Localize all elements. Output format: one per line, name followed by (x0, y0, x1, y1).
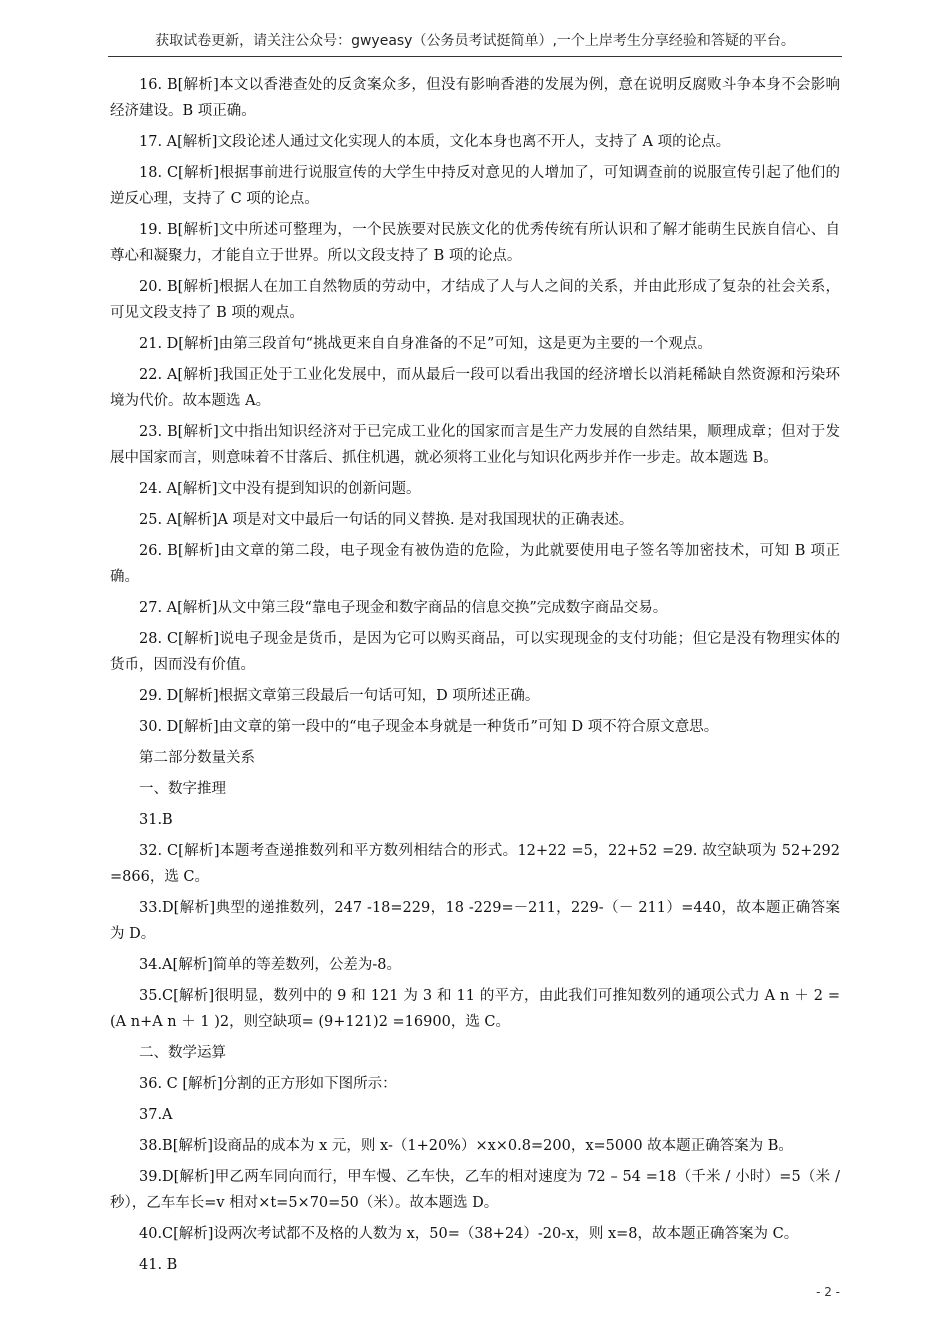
answer-21: 21. D[解析]由第三段首句“挑战更来自自身准备的不足”可知，这是更为主要的一个观点。 (139, 336, 712, 352)
answer-34: 34.A[解析]简单的等差数列，公差为-8。 (139, 957, 401, 973)
answer-32: 32. C[解析]本题考查递推数列和平方数列相结合的形式。12+22 =5，22+52 =29. 故空缺项为 52+292 =866，选 C。 (110, 843, 840, 885)
answer-explanations (110, 72, 840, 1283)
answer-40: 40.C[解析]设两次考试都不及格的人数为 x，50=（38+24）-20-x，则 x=8，故本题正确答案为 C。 (139, 1226, 799, 1242)
answer-36: 36. C [解析]分割的正方形如下图所示： (139, 1076, 397, 1092)
answer-22: 22. A[解析]我国正处于工业化发展中，而从最后一段可以看出我国的经济增长以消耗稀缺自然资源和污染环境为代价。故本题选 A。 (110, 367, 840, 409)
answer-19: 19. B[解析]文中所述可整理为，一个民族要对民族文化的优秀传统有所认识和了解才能萌生民族自信心、自尊心和凝聚力，才能自立于世界。所以文段支持了 B 项的论点。 (110, 222, 840, 264)
answer-29: 29. D[解析]根据文章第三段最后一句话可知，D 项所述正确。 (139, 688, 540, 704)
answer-38: 38.B[解析]设商品的成本为 x 元，则 x-（1+20%）×x×0.8=200，x=5000 故本题正确答案为 B。 (139, 1138, 793, 1154)
answer-20: 20. B[解析]根据人在加工自然物质的劳动中，才结成了人与人之间的关系，并由此形成了复杂的社会关系，可见文段支持了 B 项的观点。 (110, 279, 840, 321)
section-heading-quantitative: 第二部分数量关系 (139, 750, 255, 766)
page-header: 获取试卷更新，请关注公众号：gwyeasy（公务员考试挺简单）,一个上岸考生分享经验和答疑的平台。 (108, 30, 842, 57)
answer-35: 35.C[解析]很明显，数列中的 9 和 121 为 3 和 11 的平方，由此我们可推知数列的通项公式力 A n ＋ 2 =(A n+A n ＋ 1 )2，则空缺项= (9+121)2 =16900，选 C。 (110, 988, 840, 1030)
answer-28: 28. C[解析]说电子现金是货币，是因为它可以购买商品，可以实现现金的支付功能；但它是没有物理实体的货币，因而没有价值。 (110, 631, 840, 673)
answer-39: 39.D[解析]甲乙两车同向而行，甲车慢、乙车快，乙车的相对速度为 72 – 54 =18（千米 / 小时）=5（米 / 秒），乙车车长=v 相对×t=5×70=50（米）。故本题选 D。 (110, 1169, 840, 1211)
answer-24: 24. A[解析]文中没有提到知识的创新问题。 (139, 481, 421, 497)
subsection-heading-number-series: 一、数字推理 (139, 781, 226, 797)
answer-25: 25. A[解析]A 项是对文中最后一句话的同义替换. 是对我国现状的正确表述。 (139, 512, 634, 528)
subsection-heading-math-operations: 二、数学运算 (139, 1045, 226, 1061)
page-number: - 2 - (816, 1285, 840, 1299)
answer-16: 16. B[解析]本文以香港查处的反贪案众多，但没有影响香港的发展为例，意在说明反腐败斗争本身不会影响经济建设。B 项正确。 (110, 77, 840, 119)
answer-41: 41. B (139, 1257, 178, 1273)
answer-27: 27. A[解析]从文中第三段“靠电子现金和数字商品的信息交换”完成数字商品交易。 (139, 600, 668, 616)
answer-18: 18. C[解析]根据事前进行说服宣传的大学生中持反对意见的人增加了，可知调查前的说服宣传引起了他们的逆反心理，支持了 C 项的论点。 (110, 165, 840, 207)
answer-17: 17. A[解析]文段论述人通过文化实现人的本质，文化本身也离不开人，支持了 A 项的论点。 (139, 134, 731, 150)
answer-23: 23. B[解析]文中指出知识经济对于已完成工业化的国家而言是生产力发展的自然结果，顺理成章；但对于发展中国家而言，则意味着不甘落后、抓住机遇，就必须将工业化与知识化两步并作一步走。故本题选 B。 (110, 424, 840, 466)
answer-37: 37.A (139, 1107, 173, 1123)
answer-33: 33.D[解析]典型的递推数列，247 -18=229，18 -229=－211，229-（－ 211）=440，故本题正确答案为 D。 (110, 900, 840, 942)
answer-26: 26. B[解析]由文章的第二段，电子现金有被伪造的危险，为此就要使用电子签名等加密技术，可知 B 项正确。 (110, 543, 840, 585)
answer-30: 30. D[解析]由文章的第一段中的“电子现金本身就是一种货币”可知 D 项不符合原文意思。 (139, 719, 719, 735)
answer-31: 31.B (139, 812, 173, 828)
